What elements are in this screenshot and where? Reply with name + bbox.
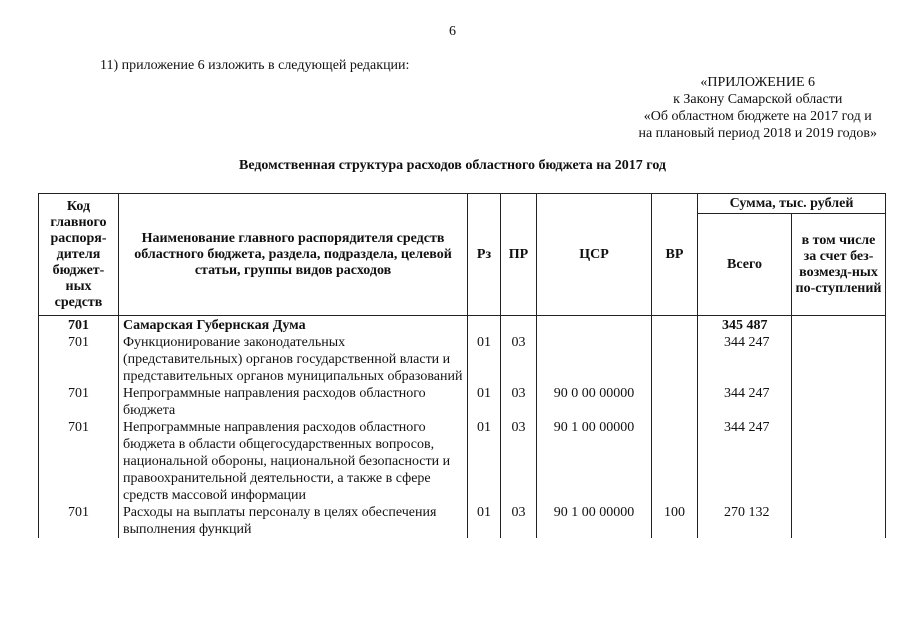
cell-vr bbox=[652, 316, 698, 335]
cell-rz: 01 bbox=[468, 419, 501, 504]
cell-code: 701 bbox=[39, 504, 119, 538]
header-vr: ВР bbox=[652, 194, 698, 316]
cell-name: Функционирование законодательных (представительных) органов государственной власти и представительных органов муниципальных образований bbox=[119, 334, 468, 385]
cell-csr: 90 0 00 00000 bbox=[537, 385, 652, 419]
header-name: Наименование главного распорядителя средств областного бюджета, раздела, подраздела, целевой статьи, группы видов расходов bbox=[119, 194, 468, 316]
header-rz: Рз bbox=[468, 194, 501, 316]
cell-grants bbox=[792, 385, 886, 419]
cell-code: 701 bbox=[39, 334, 119, 385]
amendment-intro: 11) приложение 6 изложить в следующей редакции: bbox=[100, 58, 410, 73]
cell-name: Самарская Губернская Дума bbox=[119, 316, 468, 335]
cell-code: 701 bbox=[39, 419, 119, 504]
cell-grants bbox=[792, 334, 886, 385]
header-total: Всего bbox=[698, 214, 792, 316]
cell-pr: 03 bbox=[501, 385, 537, 419]
cell-vr bbox=[652, 385, 698, 419]
appendix-block bbox=[638, 74, 877, 142]
page-number: 6 bbox=[449, 24, 456, 39]
table-row bbox=[39, 316, 886, 335]
header-code: Код главного распоря-дителя бюджет-ных средств bbox=[39, 194, 119, 316]
cell-code: 701 bbox=[39, 316, 119, 335]
cell-pr: 03 bbox=[501, 419, 537, 504]
header-pr: ПР bbox=[501, 194, 537, 316]
appendix-line: на плановый период 2018 и 2019 годов» bbox=[638, 126, 877, 141]
cell-grants bbox=[792, 504, 886, 538]
cell-csr bbox=[537, 316, 652, 335]
table-row bbox=[39, 334, 886, 385]
cell-vr bbox=[652, 419, 698, 504]
cell-pr: 03 bbox=[501, 334, 537, 385]
cell-name: Непрограммные направления расходов областного бюджета в области общегосударственных вопросов, национальной обороны, национальной безопасности и правоохранительной деятельности, а также в сфере средств массовой информации bbox=[119, 419, 468, 504]
cell-csr bbox=[537, 334, 652, 385]
header-csr: ЦСР bbox=[537, 194, 652, 316]
document-title: Ведомственная структура расходов областного бюджета на 2017 год bbox=[238, 158, 666, 173]
cell-grants bbox=[792, 316, 886, 335]
table-body bbox=[39, 316, 886, 539]
cell-grants bbox=[792, 419, 886, 504]
header-grants: в том числе за счет без-возмезд-ных по-ступлений bbox=[792, 214, 886, 316]
cell-total: 344 247 bbox=[698, 419, 792, 504]
cell-csr: 90 1 00 00000 bbox=[537, 504, 652, 538]
cell-rz: 01 bbox=[468, 334, 501, 385]
cell-name: Расходы на выплаты персоналу в целях обеспечения выполнения функций bbox=[119, 504, 468, 538]
appendix-line: к Закону Самарской области bbox=[673, 92, 843, 107]
cell-pr bbox=[501, 316, 537, 335]
table-row bbox=[39, 419, 886, 504]
cell-rz bbox=[468, 316, 501, 335]
cell-code: 701 bbox=[39, 385, 119, 419]
cell-total: 344 247 bbox=[698, 385, 792, 419]
cell-csr: 90 1 00 00000 bbox=[537, 419, 652, 504]
cell-total: 270 132 bbox=[698, 504, 792, 538]
cell-rz: 01 bbox=[468, 504, 501, 538]
cell-pr: 03 bbox=[501, 504, 537, 538]
cell-total: 345 487 bbox=[698, 316, 792, 335]
budget-table bbox=[38, 193, 886, 538]
cell-name: Непрограммные направления расходов областного бюджета bbox=[119, 385, 468, 419]
cell-vr: 100 bbox=[652, 504, 698, 538]
appendix-line: «ПРИЛОЖЕНИЕ 6 bbox=[700, 75, 816, 90]
header-sum-group: Сумма, тыс. рублей bbox=[698, 194, 886, 214]
cell-vr bbox=[652, 334, 698, 385]
appendix-line: «Об областном бюджете на 2017 год и bbox=[643, 109, 872, 124]
table-row bbox=[39, 504, 886, 538]
cell-total: 344 247 bbox=[698, 334, 792, 385]
cell-rz: 01 bbox=[468, 385, 501, 419]
table-row bbox=[39, 385, 886, 419]
